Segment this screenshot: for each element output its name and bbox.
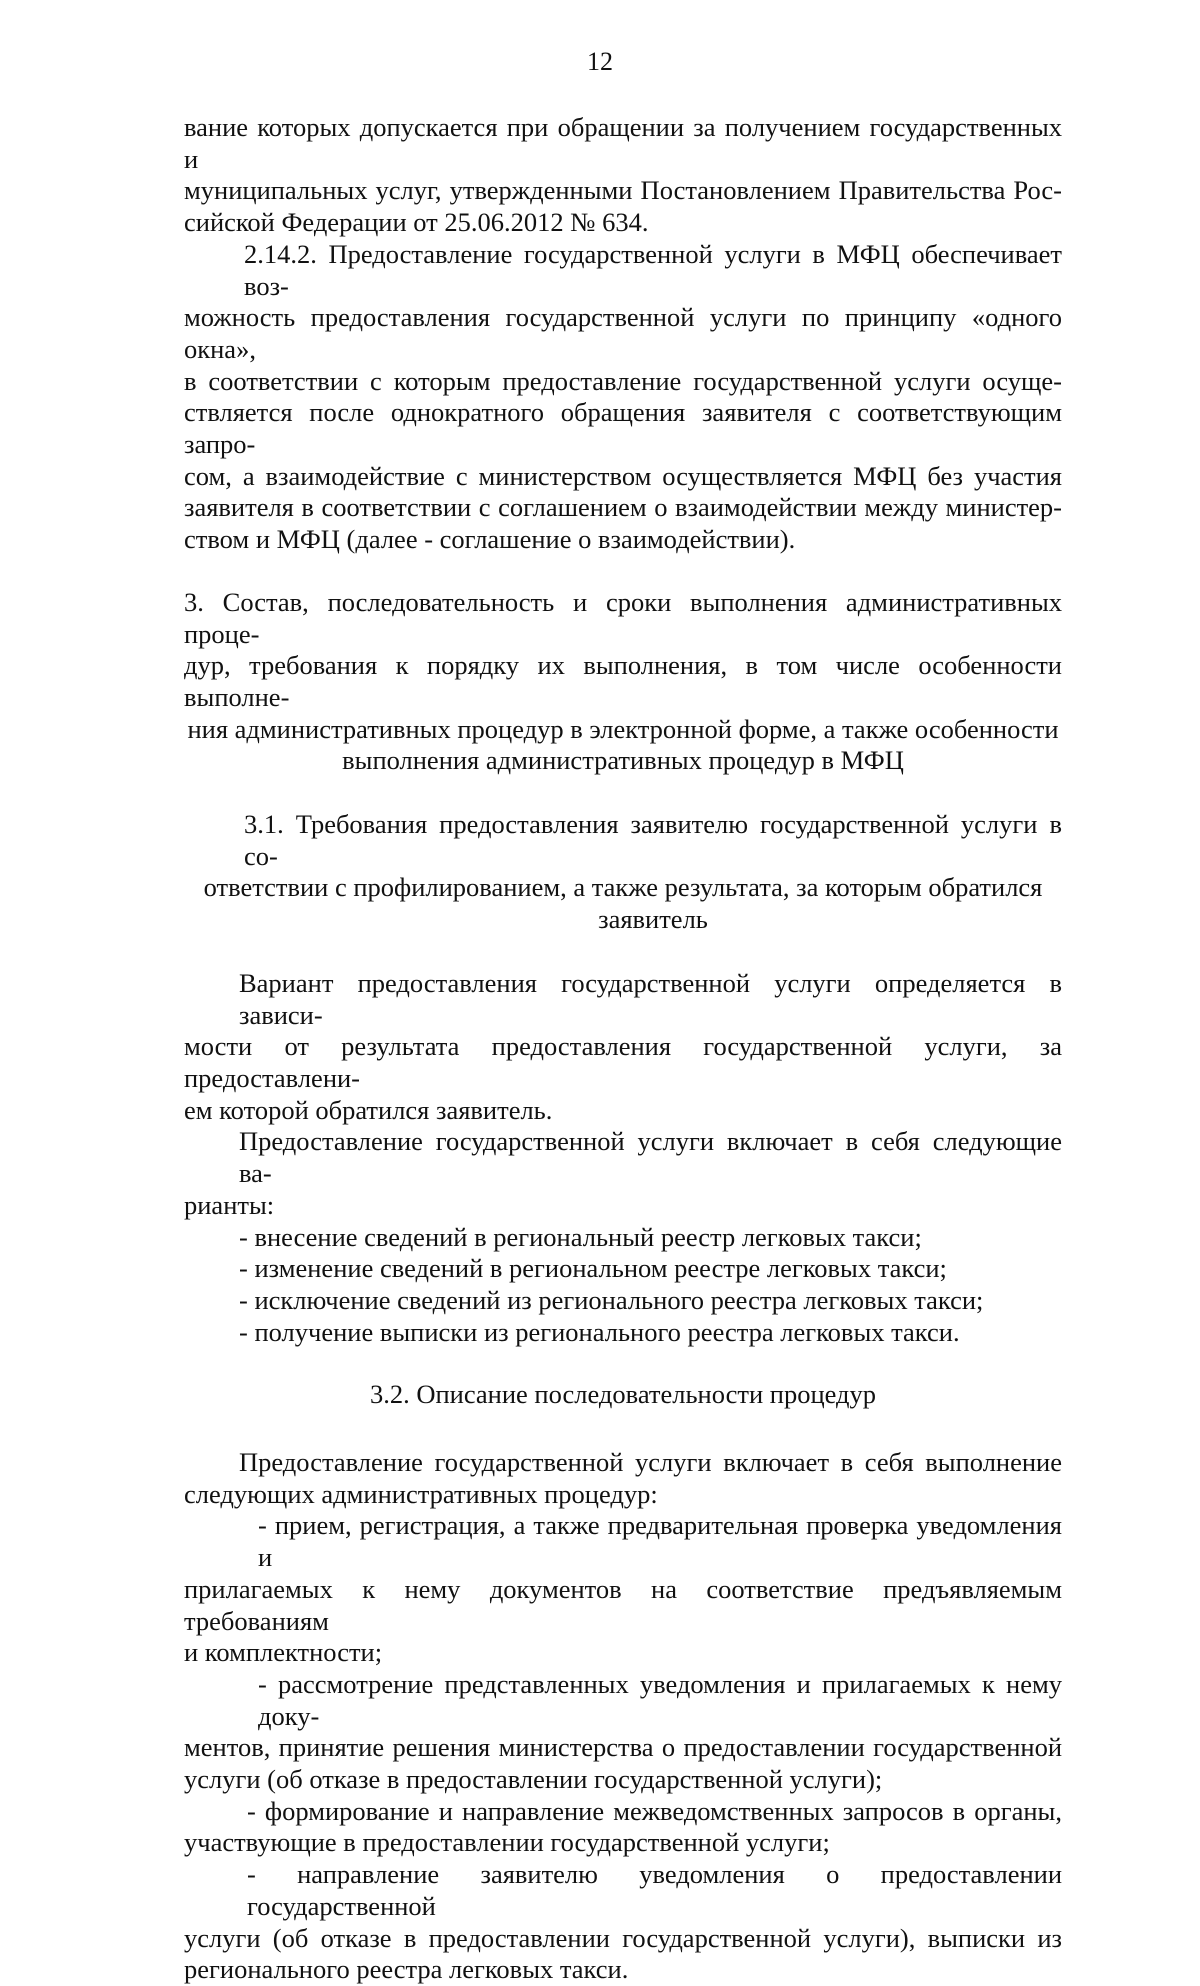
text-line: ством и МФЦ (далее - соглашение о взаимодействии).: [184, 524, 796, 555]
text-line: Предоставление государственной услуги включает в себя выполнение: [239, 1447, 1062, 1478]
text-line: регионального реестра легковых такси.: [184, 1954, 629, 1985]
text-line: следующих административных процедур:: [184, 1478, 658, 1509]
text-line: прилагаемых к нему документов на соответствие предъявляемым требованиям: [184, 1573, 1062, 1636]
heading-line: 3. Состав, последовательность и сроки выполнения административных проце-: [184, 586, 1062, 649]
text-line: ментов, принятие решения министерства о предоставлении государственной: [184, 1732, 1062, 1763]
heading-line: выполнения административных процедур в МФЦ: [342, 745, 904, 776]
text-line: услуги (об отказе в предоставлении государственной услуги);: [184, 1764, 883, 1795]
section-3-1-heading: [184, 809, 1062, 936]
text-line: 2.14.2. Предоставление государственной услуги в МФЦ обеспечивает воз-: [244, 238, 1062, 301]
variants-list: [184, 1222, 1062, 1349]
text-line: - прием, регистрация, а также предварительная проверка уведомления и: [258, 1510, 1062, 1573]
heading-line: 3.1. Требования предоставления заявителю государственной услуги в со-: [244, 809, 1062, 871]
text-line: и комплектности;: [184, 1637, 383, 1668]
text-line: мости от результата предоставления государственной услуги, за предоставлени-: [184, 1031, 1062, 1093]
list-item: - изменение сведений в региональном реестре легковых такси;: [239, 1253, 947, 1284]
page-number: 12: [587, 47, 613, 76]
text-line: - рассмотрение представленных уведомления и прилагаемых к нему доку-: [258, 1668, 1062, 1731]
heading-line: заявитель: [598, 904, 708, 935]
text-line: участвующие в предоставлении государственной услуги;: [184, 1827, 830, 1858]
procedure-item-4: [184, 1859, 1062, 1986]
list-item: - исключение сведений из регионального реестра легковых такси;: [239, 1284, 984, 1315]
text-line: сом, а взаимодействие с министерством осуществляется МФЦ без участия: [184, 460, 1062, 491]
text-line: - направление заявителю уведомления о предоставлении государственной: [247, 1859, 1062, 1921]
text-line: можность предоставления государственной услуги по принципу «одного окна»,: [184, 302, 1062, 364]
procedure-item-2: [184, 1669, 1062, 1796]
heading-line: дур, требования к порядку их выполнения, в том числе особенности выполне-: [184, 650, 1062, 712]
paragraph-continuation: [184, 112, 1062, 239]
document-body: [184, 112, 1062, 1986]
text-line: Вариант предоставления государственной услуги определяется в зависи-: [239, 967, 1062, 1030]
list-item: - получение выписки из регионального реестра легковых такси.: [239, 1316, 960, 1347]
procedure-item-3: [184, 1796, 1062, 1859]
text-line: муниципальных услуг, утвержденными Постановлением Правительства Рос-: [184, 175, 1062, 206]
procedure-item-1: [184, 1510, 1062, 1669]
paragraph-variant: [184, 968, 1062, 1127]
text-line: ствляется после однократного обращения заявителя с соответствующим запро-: [184, 397, 1062, 460]
text-line: рианты:: [184, 1189, 275, 1220]
heading-line: ответствии с профилированием, а также результата, за которым обратился: [203, 872, 1043, 903]
text-line: вание которых допускается при обращении за получением государственных и: [184, 112, 1062, 174]
text-line: ем которой обратился заявитель.: [184, 1094, 553, 1125]
paragraph-includes: [184, 1126, 1062, 1221]
section-3-2-heading: 3.2. Описание последовательности процедур: [369, 1379, 877, 1410]
text-line: - формирование и направление межведомственных запросов в органы,: [247, 1795, 1062, 1826]
heading-line: ния административных процедур в электронной форме, а также особенности: [187, 713, 1059, 744]
text-line: сийской Федерации от 25.06.2012 № 634.: [184, 207, 649, 238]
paragraph-procedures: [184, 1447, 1062, 1510]
text-line: Предоставление государственной услуги включает в себя следующие ва-: [239, 1126, 1062, 1189]
list-item: - внесение сведений в региональный реестр легковых такси;: [239, 1221, 922, 1252]
text-line: услуги (об отказе в предоставлении государственной услуги), выписки из: [184, 1922, 1062, 1953]
section-3-heading: [184, 587, 1062, 777]
text-line: в соответствии с которым предоставление государственной услуги осуще-: [184, 365, 1062, 396]
text-line: заявителя в соответствии с соглашением о взаимодействии между министер-: [184, 492, 1062, 523]
paragraph-2-14-2: [184, 239, 1062, 556]
